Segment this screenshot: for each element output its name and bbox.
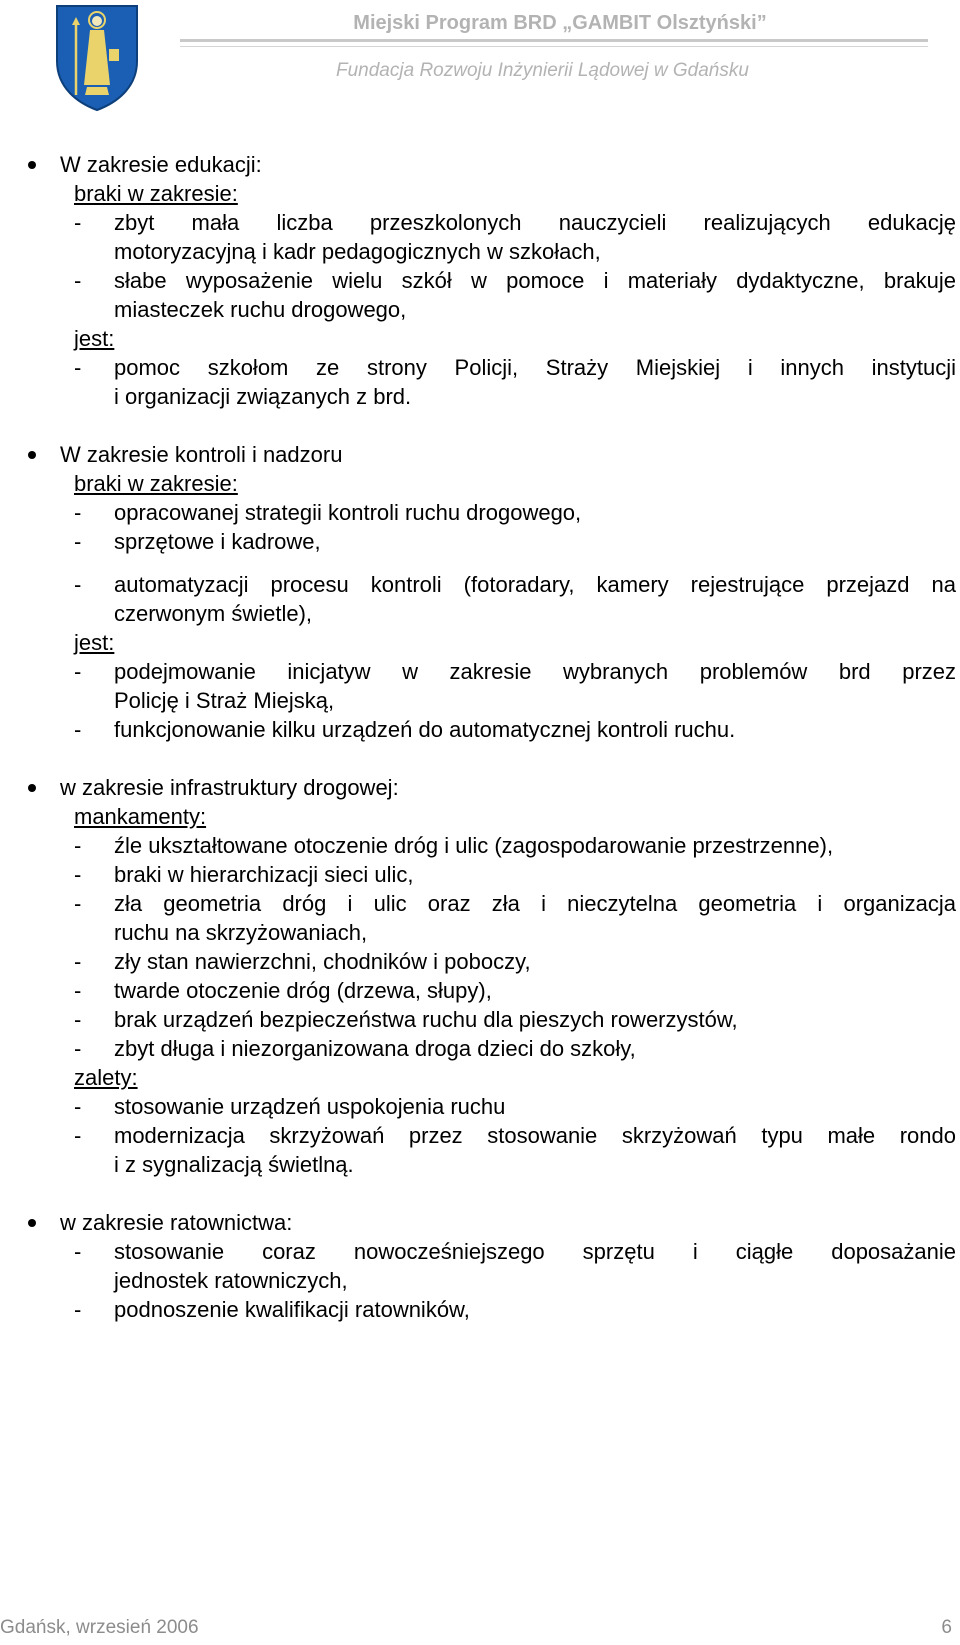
list-item-text: zbyt długa i niezorganizowana droga dzieci do szkoły, [114, 1036, 636, 1061]
section [0, 773, 960, 1179]
list-item [0, 382, 960, 411]
list-item [0, 860, 960, 889]
list-item [0, 1150, 960, 1179]
list-item [0, 889, 960, 918]
list-item-text: zły stan nawierzchni, chodników i poboczy, [114, 949, 531, 974]
list-item-text: jednostek ratowniczych, [114, 1268, 348, 1293]
dash-marker: - [74, 355, 82, 380]
dash-marker: - [74, 210, 82, 235]
dash-marker: - [74, 833, 82, 858]
list-item [0, 353, 960, 382]
section [0, 1208, 960, 1324]
list-item [0, 570, 960, 599]
list-item-text: pomoc szkołom ze strony Policji, Straży Miejskiej i innych instytucji [114, 355, 956, 380]
section-heading-text: w zakresie ratownictwa: [60, 1210, 293, 1235]
list-item-text: funkcjonowanie kilku urządzeń do automatycznej kontroli ruchu. [114, 717, 736, 742]
list-item [0, 1295, 960, 1324]
list-item-text: słabe wyposażenie wielu szkół w pomoce i materiały dydaktyczne, brakuje [114, 268, 956, 293]
section-heading-text: W zakresie kontroli i nadzoru [60, 442, 343, 467]
list-item [0, 527, 960, 556]
list-item-text: stosowanie urządzeń uspokojenia ruchu [114, 1094, 506, 1119]
bullet-icon [28, 1219, 36, 1227]
dash-marker: - [74, 500, 82, 525]
list-item-text: i z sygnalizacją świetlną. [114, 1152, 354, 1177]
document-body [0, 150, 960, 1324]
list-item [0, 1121, 960, 1150]
section-heading [0, 440, 960, 469]
subheading: jest: [74, 326, 115, 351]
dash-marker: - [74, 891, 82, 916]
dash-marker: - [74, 659, 82, 684]
section-heading [0, 773, 960, 802]
list-item-text: i organizacji związanych z brd. [114, 384, 412, 409]
list-item-text: stosowanie coraz nowocześniejszego sprzętu i ciągłe doposażanie [114, 1239, 956, 1264]
list-item [0, 715, 960, 744]
dash-marker: - [74, 1007, 82, 1032]
list-item-text: brak urządzeń bezpieczeństwa ruchu dla pieszych rowerzystów, [114, 1007, 738, 1032]
subheading: braki w zakresie: [74, 181, 238, 206]
list-item-text: podnoszenie kwalifikacji ratowników, [114, 1297, 470, 1322]
dash-marker: - [74, 529, 82, 554]
list-item-text: motoryzacyjną i kadr pedagogicznych w szkołach, [114, 239, 601, 264]
list-item [0, 831, 960, 860]
list-item [0, 208, 960, 237]
list-item [0, 1266, 960, 1295]
subheading: braki w zakresie: [74, 471, 238, 496]
dash-marker: - [74, 978, 82, 1003]
subheading: zalety: [74, 1065, 138, 1090]
list-item [0, 918, 960, 947]
list-item [0, 599, 960, 628]
subheading: mankamenty: [74, 804, 207, 829]
list-item-text: ruchu na skrzyżowaniach, [114, 920, 368, 945]
header-rule [180, 39, 928, 42]
bullet-icon [28, 161, 36, 169]
list-item [0, 1005, 960, 1034]
list-item-text: źle ukształtowane otoczenie dróg i ulic (zagospodarowanie przestrzenne), [114, 833, 834, 858]
list-item [0, 1034, 960, 1063]
dash-marker: - [74, 1036, 82, 1061]
list-item [0, 1092, 960, 1121]
dash-marker: - [74, 949, 82, 974]
section-heading-text: W zakresie edukacji: [60, 152, 262, 177]
list-item [0, 976, 960, 1005]
document-header-title: Miejski Program BRD „GAMBIT Olsztyński” [353, 12, 767, 34]
dash-marker: - [74, 717, 82, 742]
list-item [0, 498, 960, 527]
list-item-text: automatyzacji procesu kontroli (fotoradary, kamery rejestrujące przejazd na [114, 572, 956, 597]
document-header-subtitle: Fundacja Rozwoju Inżynierii Lądowej w Gdańsku [336, 60, 749, 81]
footer-place-date: Gdańsk, wrzesień 2006 [0, 1617, 199, 1638]
list-item [0, 237, 960, 266]
section-heading [0, 150, 960, 179]
section [0, 440, 960, 744]
list-item [0, 686, 960, 715]
list-item-text: modernizacja skrzyżowań przez stosowanie skrzyżowań typu małe rondo [114, 1123, 956, 1148]
dash-marker: - [74, 268, 82, 293]
bullet-icon [28, 451, 36, 459]
section-heading-text: w zakresie infrastruktury drogowej: [60, 775, 399, 800]
list-item [0, 295, 960, 324]
list-item-text: czerwonym świetle), [114, 601, 313, 626]
list-item-text: Policję i Straż Miejską, [114, 688, 335, 713]
dash-marker: - [74, 862, 82, 887]
list-item-text: opracowanej strategii kontroli ruchu drogowego, [114, 500, 582, 525]
list-item-text: braki w hierarchizacji sieci ulic, [114, 862, 414, 887]
section-heading [0, 1208, 960, 1237]
dash-marker: - [74, 1297, 82, 1322]
dash-marker: - [74, 1239, 82, 1264]
list-item-text: sprzętowe i kadrowe, [114, 529, 321, 554]
subheading: jest: [74, 630, 115, 655]
city-crest-icon [54, 3, 140, 113]
list-item-text: zła geometria dróg i ulic oraz zła i nieczytelna geometria i organizacja [114, 891, 956, 916]
spacer [0, 556, 960, 570]
dash-marker: - [74, 572, 82, 597]
dash-marker: - [74, 1094, 82, 1119]
list-item-text: zbyt mała liczba przeszkolonych nauczycieli realizujących edukację [114, 210, 956, 235]
list-item-text: miasteczek ruchu drogowego, [114, 297, 407, 322]
list-item [0, 266, 960, 295]
header-rule-thin [180, 46, 928, 47]
list-item [0, 657, 960, 686]
list-item [0, 947, 960, 976]
dash-marker: - [74, 1123, 82, 1148]
section [0, 150, 960, 411]
list-item-text: twarde otoczenie dróg (drzewa, słupy), [114, 978, 492, 1003]
list-item [0, 1237, 960, 1266]
page-number: 6 [941, 1617, 952, 1638]
list-item-text: podejmowanie inicjatyw w zakresie wybranych problemów brd przez [114, 659, 956, 684]
bullet-icon [28, 784, 36, 792]
